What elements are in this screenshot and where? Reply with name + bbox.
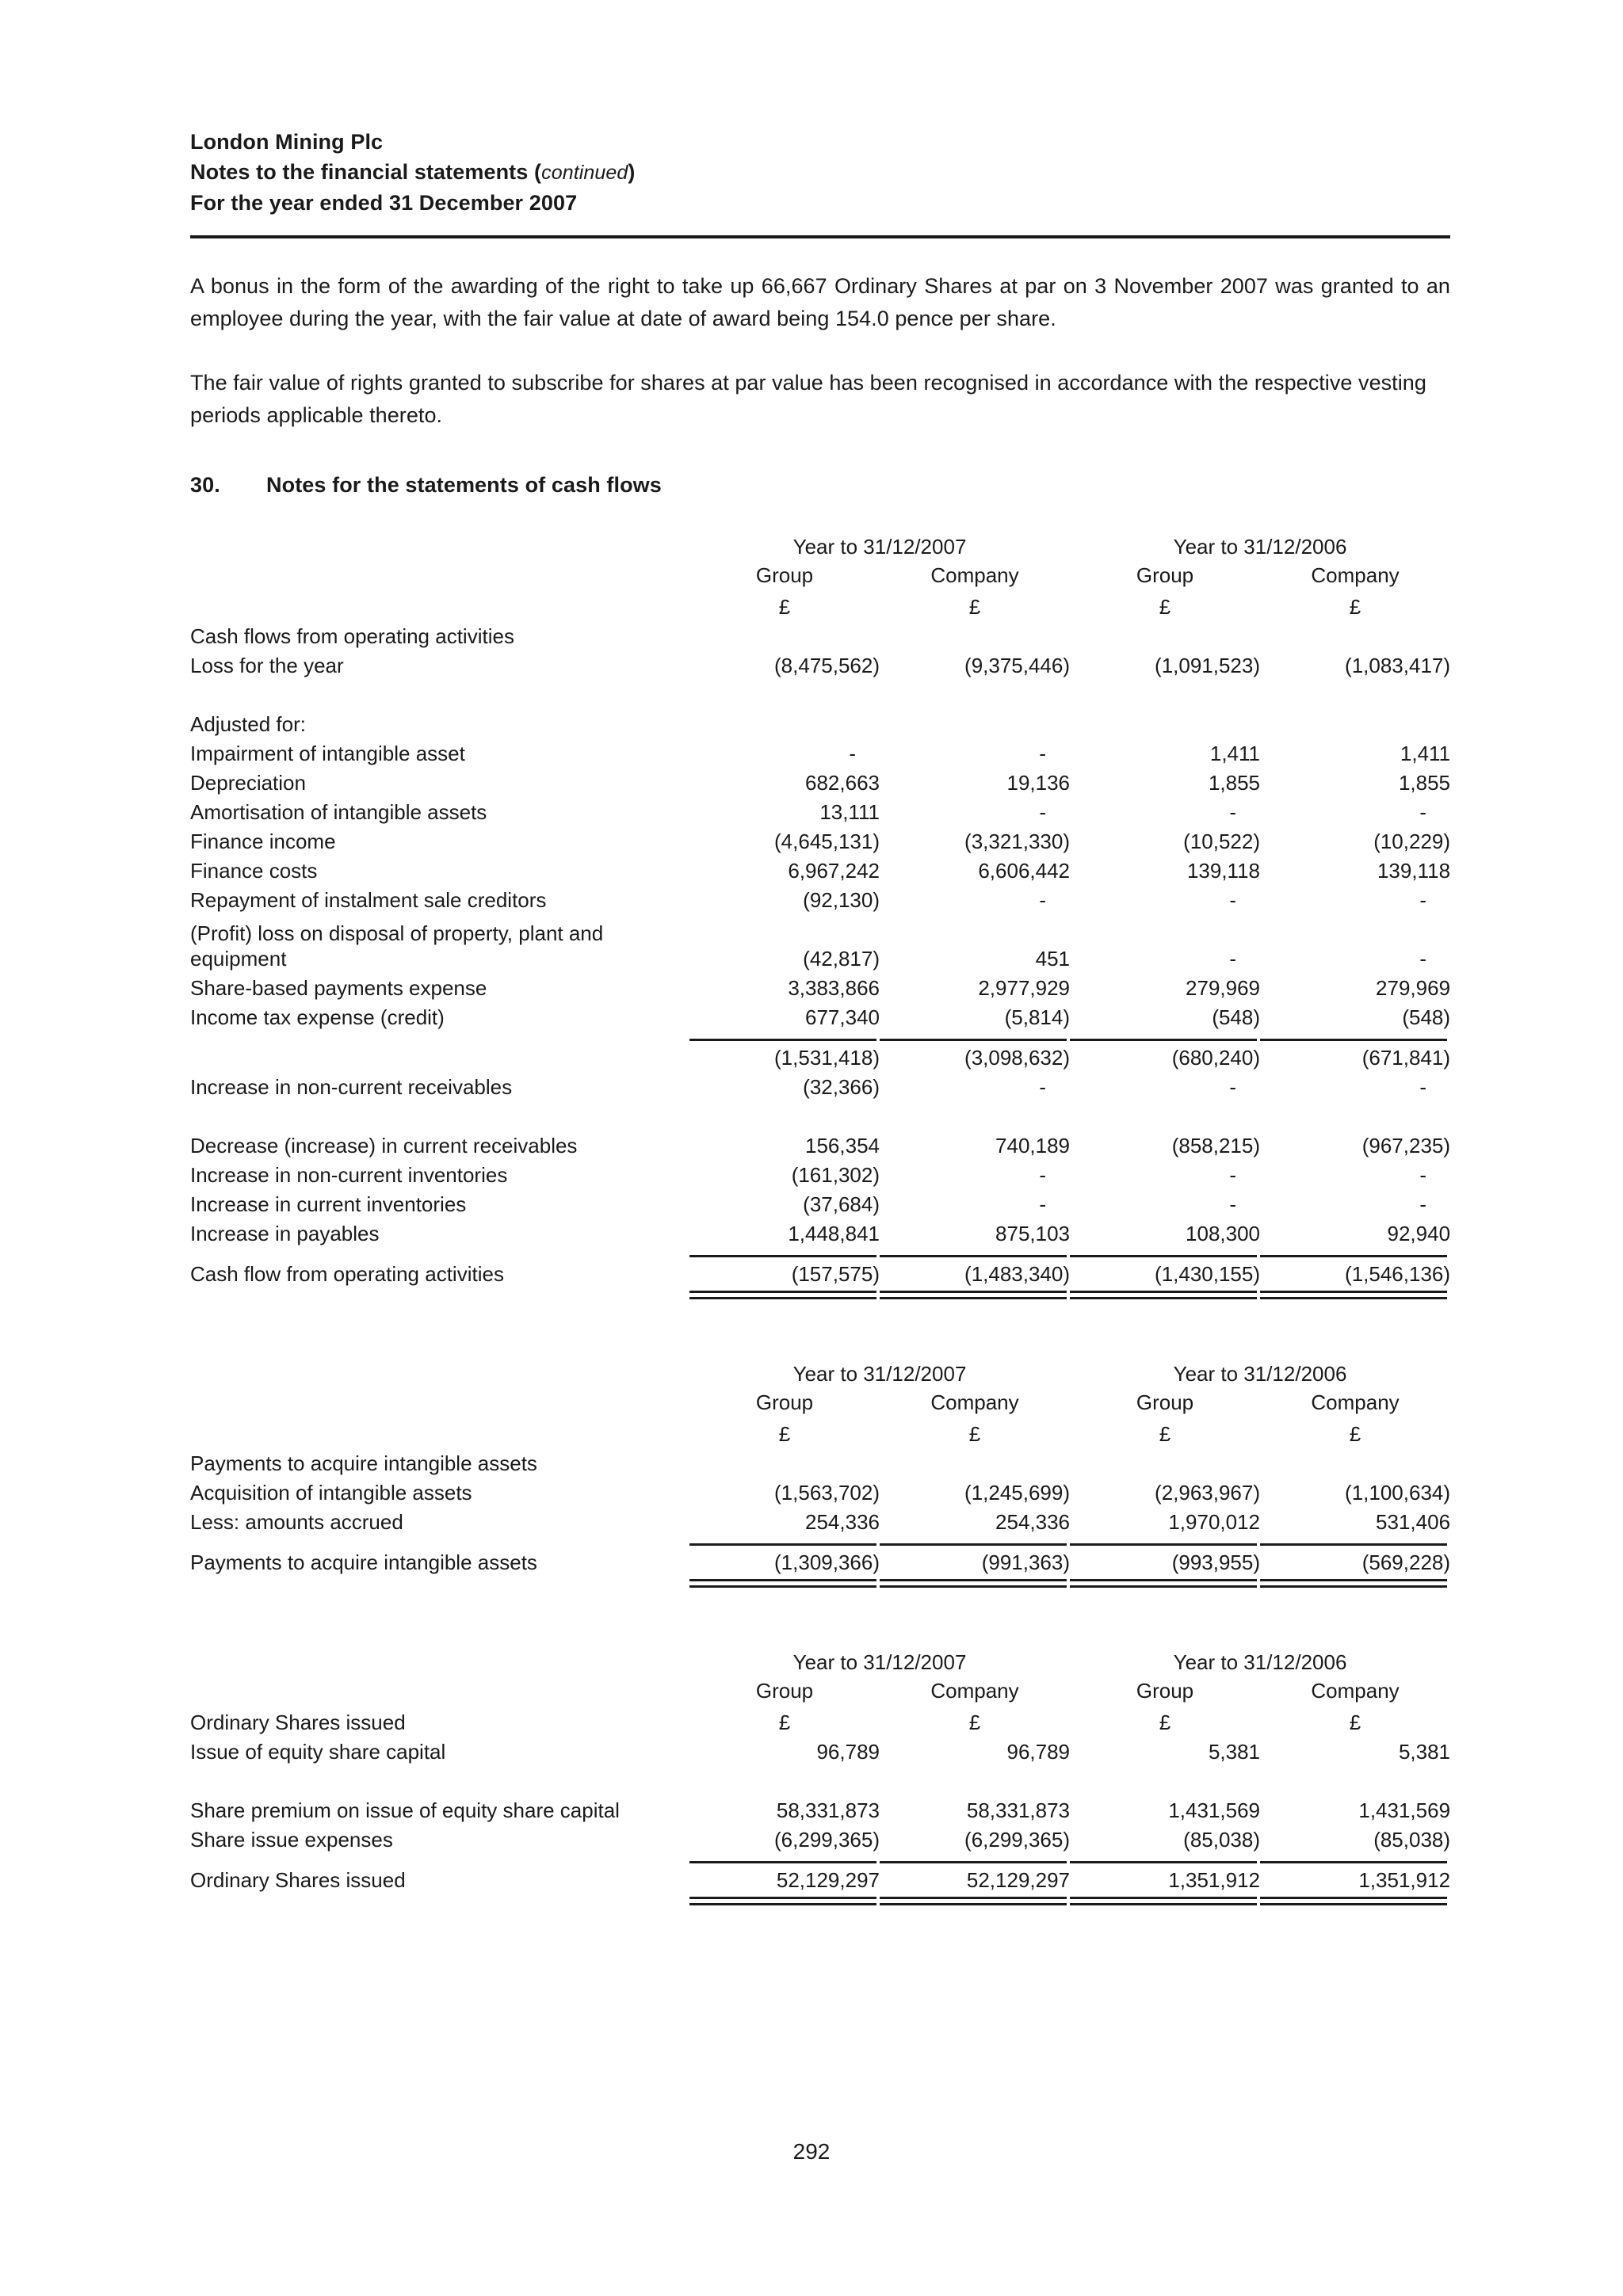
row-value: 108,300 xyxy=(1186,1222,1261,1246)
row-value: - xyxy=(849,742,856,766)
row-value: (37,684) xyxy=(803,1192,880,1217)
rule-cell xyxy=(689,1030,880,1041)
row-value: (85,038) xyxy=(1373,1828,1451,1852)
row-value: 139,118 xyxy=(1377,859,1451,883)
row-value: (6,299,365) xyxy=(964,1828,1071,1852)
row-value: - xyxy=(1229,800,1237,825)
rule-cell xyxy=(689,1246,880,1257)
rule-cell xyxy=(689,1287,880,1299)
row-label: Share premium on issue of equity share capital xyxy=(190,1798,620,1823)
empty-cell xyxy=(190,1030,689,1041)
table-row xyxy=(190,913,1450,971)
row-value: (42,817) xyxy=(803,947,880,971)
rule-cell xyxy=(880,1893,1070,1905)
col-group-2007: Group xyxy=(755,1679,814,1703)
row-value: (671,841) xyxy=(1361,1046,1451,1070)
row-label: Impairment of intangible asset xyxy=(190,742,465,766)
row-value: (569,228) xyxy=(1361,1550,1451,1575)
spacer xyxy=(190,1588,1450,1646)
row-value: (10,522) xyxy=(1183,830,1261,854)
currency-company-2007: £ xyxy=(968,1711,981,1735)
row-value: 156,354 xyxy=(805,1134,880,1158)
double-rule xyxy=(880,1897,1067,1905)
row-label: Depreciation xyxy=(190,771,306,795)
total-row xyxy=(190,1863,1450,1893)
total-double-rule-row xyxy=(190,1287,1450,1299)
row-value: 6,967,242 xyxy=(788,859,880,883)
table-row xyxy=(190,1476,1450,1505)
row-value xyxy=(689,678,880,737)
row-value: (3,098,632) xyxy=(964,1046,1071,1070)
row-value: (85,038) xyxy=(1183,1828,1261,1852)
row-label: Finance income xyxy=(190,830,336,854)
currency-company-2006: £ xyxy=(1349,1422,1361,1447)
empty-cell xyxy=(1070,1447,1260,1476)
year-2007-span: Year to 31/12/2007 xyxy=(792,1650,967,1675)
row-value: 451 xyxy=(1035,947,1071,971)
cash-flow-operating-table xyxy=(190,531,1450,1299)
col-company-2006: Company xyxy=(1311,1679,1400,1703)
row-value: (548) xyxy=(1402,1005,1451,1030)
year-2007-span: Year to 31/12/2007 xyxy=(792,535,967,559)
empty-cell xyxy=(190,1646,689,1676)
rule-cell xyxy=(1070,1030,1260,1041)
row-value: 1,411 xyxy=(1400,742,1451,766)
row-label: Ordinary Shares issued xyxy=(190,1868,406,1893)
table-row xyxy=(190,1735,1450,1764)
double-rule xyxy=(689,1291,876,1299)
row-value: (2,963,967) xyxy=(1155,1481,1261,1505)
row-label: Increase in non-current receivables xyxy=(190,1075,513,1100)
empty-cell xyxy=(190,531,689,561)
rule-cell xyxy=(1260,1893,1450,1905)
row-value: 2,977,929 xyxy=(978,976,1071,1001)
empty-cell xyxy=(1260,1447,1450,1476)
row-label: (Profit) loss on disposal of property, plant and equipment xyxy=(190,921,604,971)
row-value: 740,189 xyxy=(995,1134,1071,1158)
row-value: - xyxy=(1229,1075,1237,1100)
row-value: - xyxy=(1419,947,1427,971)
row-value: 1,351,912 xyxy=(1358,1868,1451,1893)
row-value: (1,245,699) xyxy=(964,1481,1071,1505)
rule-cell xyxy=(880,1287,1070,1299)
row-value: 58,331,873 xyxy=(966,1798,1071,1823)
row-value: 1,970,012 xyxy=(1168,1510,1261,1535)
row-label: Increase in payables xyxy=(190,1222,380,1246)
empty-cell xyxy=(880,1447,1070,1476)
empty-cell xyxy=(1260,620,1450,649)
currency-company-2006: £ xyxy=(1349,595,1361,620)
payments-intangible-assets-table xyxy=(190,1358,1450,1588)
rule-cell xyxy=(689,1535,880,1546)
col-group-2007: Group xyxy=(755,563,814,588)
year-2006-span: Year to 31/12/2006 xyxy=(1173,1362,1347,1386)
row-value: 19,136 xyxy=(1006,771,1071,795)
row-value: (1,083,417) xyxy=(1345,654,1451,678)
total-rule-row xyxy=(190,1246,1450,1257)
currency-header-row xyxy=(190,1703,1450,1735)
currency-group-2007: £ xyxy=(778,1711,791,1735)
row-value: 254,336 xyxy=(805,1510,880,1535)
rule-cell xyxy=(689,1852,880,1863)
row-value: (8,475,562) xyxy=(774,654,880,678)
row-value: (1,309,366) xyxy=(774,1550,880,1575)
row-value: (32,366) xyxy=(803,1075,880,1100)
rule-cell xyxy=(880,1575,1070,1588)
rule-cell xyxy=(880,1030,1070,1041)
row-value: (1,091,523) xyxy=(1155,654,1261,678)
table-row xyxy=(190,795,1450,825)
company-name: London Mining Plc xyxy=(190,130,384,154)
double-rule xyxy=(1260,1897,1447,1905)
row-value xyxy=(880,678,1070,737)
row-value: (1,483,340) xyxy=(964,1262,1071,1287)
row-value: 92,940 xyxy=(1387,1222,1451,1246)
row-label: Payments to acquire intangible assets xyxy=(190,1550,537,1575)
row-label: Loss for the year xyxy=(190,654,344,678)
year-header-row xyxy=(190,1646,1450,1676)
col-company-2007: Company xyxy=(930,563,1019,588)
header-rule xyxy=(190,235,1450,238)
table-row xyxy=(190,1505,1450,1535)
row-value: 682,663 xyxy=(805,771,880,795)
row-value: - xyxy=(1229,1163,1237,1188)
row-value: (9,375,446) xyxy=(964,654,1071,678)
empty-cell xyxy=(190,1852,689,1863)
rule-cell xyxy=(1070,1893,1260,1905)
ordinary-shares-issued-table xyxy=(190,1646,1450,1905)
row-label: Share issue expenses xyxy=(190,1828,393,1852)
currency-header-row xyxy=(190,588,1450,620)
document-title-text: Notes to the financial statements xyxy=(190,160,529,185)
row-value: (92,130) xyxy=(803,888,880,913)
col-company-2006: Company xyxy=(1311,563,1400,588)
row-value: 96,789 xyxy=(816,1740,880,1764)
row-value: - xyxy=(1039,888,1047,913)
col-company-2007: Company xyxy=(930,1390,1019,1415)
row-value: 875,103 xyxy=(995,1222,1071,1246)
row-label: Share-based payments expense xyxy=(190,976,487,1001)
row-value: 52,129,297 xyxy=(966,1868,1071,1893)
continued-label: continued xyxy=(541,162,628,185)
document-header xyxy=(190,127,1450,218)
row-value: - xyxy=(1419,888,1427,913)
row-value: 1,351,912 xyxy=(1168,1868,1261,1893)
section-title: Notes for the statements of cash flows xyxy=(266,473,662,498)
year-header-row xyxy=(190,1358,1450,1388)
row-value: 58,331,873 xyxy=(776,1798,880,1823)
rule-cell xyxy=(1070,1246,1260,1257)
empty-cell xyxy=(1070,620,1260,649)
double-rule xyxy=(689,1897,876,1905)
row-label: Income tax expense (credit) xyxy=(190,1005,445,1030)
paragraph-bonus: A bonus in the form of the awarding of the right to take up 66,667 Ordinary Shares at par on 3 November 2007 was granted to an employee during the year, with the fair value at date of award being 154.0 pence per share. xyxy=(190,274,1450,331)
row-value: - xyxy=(1229,1192,1237,1217)
row-label: Less: amounts accrued xyxy=(190,1510,403,1535)
row-value: 52,129,297 xyxy=(776,1868,880,1893)
currency-company-2006: £ xyxy=(1349,1711,1361,1735)
row-value: (1,546,136) xyxy=(1345,1262,1451,1287)
table-row xyxy=(190,1070,1450,1100)
row-value: - xyxy=(1039,1192,1047,1217)
empty-cell xyxy=(190,1575,689,1588)
total-double-rule-row xyxy=(190,1575,1450,1588)
row-value: 13,111 xyxy=(819,800,880,825)
row-value: (1,563,702) xyxy=(774,1481,880,1505)
row-label: Amortisation of intangible assets xyxy=(190,800,487,825)
table-row xyxy=(190,678,1450,737)
table-row xyxy=(190,737,1450,766)
table1-heading: Cash flows from operating activities xyxy=(190,624,514,649)
col-group-2006: Group xyxy=(1136,1679,1194,1703)
document-title: Notes to the financial statements (continued) xyxy=(190,160,636,185)
table-row xyxy=(190,971,1450,1001)
row-value: (10,229) xyxy=(1373,830,1451,854)
double-rule xyxy=(1070,1579,1257,1588)
row-value: 531,406 xyxy=(1376,1510,1451,1535)
row-value xyxy=(1070,678,1260,737)
row-label: Cash flow from operating activities xyxy=(190,1262,504,1287)
table-row xyxy=(190,1764,1450,1823)
row-value: - xyxy=(1039,1163,1047,1188)
row-value: 6,606,442 xyxy=(978,859,1071,883)
year-header-row xyxy=(190,531,1450,561)
empty-cell xyxy=(190,1287,689,1299)
double-rule xyxy=(1260,1291,1447,1299)
period-label: For the year ended 31 December 2007 xyxy=(190,190,578,215)
section-number: 30. xyxy=(190,473,220,498)
rule-cell xyxy=(1070,1575,1260,1588)
row-label: Increase in non-current inventories xyxy=(190,1163,508,1188)
row-value: 1,431,569 xyxy=(1168,1798,1261,1823)
page-number: 292 xyxy=(792,2139,831,2164)
row-value: 96,789 xyxy=(1006,1740,1071,1764)
rule-cell xyxy=(689,1575,880,1588)
table-row xyxy=(190,1217,1450,1246)
col-company-2007: Company xyxy=(930,1679,1019,1703)
row-value: 1,448,841 xyxy=(788,1222,880,1246)
row-value: 279,969 xyxy=(1186,976,1261,1001)
table-row xyxy=(190,1188,1450,1217)
empty-cell xyxy=(190,1893,689,1905)
empty-cell xyxy=(880,620,1070,649)
row-value: (3,321,330) xyxy=(964,830,1071,854)
row-label: Finance costs xyxy=(190,859,318,883)
currency-header-row xyxy=(190,1415,1450,1447)
empty-cell xyxy=(190,1388,689,1415)
table-row xyxy=(190,825,1450,854)
currency-group-2007: £ xyxy=(778,1422,791,1447)
rule-cell xyxy=(689,1893,880,1905)
table-row xyxy=(190,649,1450,678)
rule-cell xyxy=(1070,1852,1260,1863)
col-group-2006: Group xyxy=(1136,1390,1194,1415)
rule-cell xyxy=(1260,1852,1450,1863)
empty-cell xyxy=(190,1358,689,1388)
currency-group-2006: £ xyxy=(1159,1711,1171,1735)
col-company-2006: Company xyxy=(1311,1390,1400,1415)
row-value: - xyxy=(1039,742,1047,766)
rule-cell xyxy=(880,1246,1070,1257)
row-value: (5,814) xyxy=(1004,1005,1071,1030)
page-content xyxy=(190,127,1450,1905)
table2-heading: Payments to acquire intangible assets xyxy=(190,1451,537,1476)
total-rule-row xyxy=(190,1852,1450,1863)
row-value xyxy=(1260,678,1450,737)
row-value: 254,336 xyxy=(995,1510,1071,1535)
row-label: Issue of equity share capital xyxy=(190,1740,446,1764)
table-row xyxy=(190,1100,1450,1158)
rule-cell xyxy=(1260,1287,1450,1299)
row-value: - xyxy=(1039,1075,1047,1100)
subtotal-rule-row xyxy=(190,1030,1450,1041)
double-rule xyxy=(689,1579,876,1588)
double-rule xyxy=(880,1291,1067,1299)
currency-company-2007: £ xyxy=(968,595,981,620)
section-heading xyxy=(190,473,1450,498)
row-value: 279,969 xyxy=(1376,976,1451,1001)
row-value: (858,215) xyxy=(1171,1134,1261,1158)
row-value: (680,240) xyxy=(1171,1046,1261,1070)
row-value: 1,855 xyxy=(1398,771,1451,795)
col-group-2007: Group xyxy=(755,1390,814,1415)
year-2007-span: Year to 31/12/2007 xyxy=(792,1362,967,1386)
table-row xyxy=(190,1823,1450,1852)
row-value: - xyxy=(1229,888,1237,913)
col-group-2006: Group xyxy=(1136,563,1194,588)
row-value: - xyxy=(1229,947,1237,971)
total-double-rule-row xyxy=(190,1893,1450,1905)
paragraph-fair-value: The fair value of rights granted to subscribe for shares at par value has been recognised in accordance with the respective vesting periods applicable thereto. xyxy=(190,371,1426,428)
rule-cell xyxy=(1070,1535,1260,1546)
row-value: (967,235) xyxy=(1361,1134,1451,1158)
row-value: - xyxy=(1419,1192,1427,1217)
table-row xyxy=(190,883,1450,913)
row-value: (548) xyxy=(1212,1005,1261,1030)
empty-cell xyxy=(689,620,880,649)
entity-header-row xyxy=(190,1388,1450,1415)
currency-group-2007: £ xyxy=(778,595,791,620)
entity-header-row xyxy=(190,561,1450,588)
empty-cell xyxy=(190,1246,689,1257)
rule-cell xyxy=(1260,1246,1450,1257)
year-2006-span: Year to 31/12/2006 xyxy=(1173,535,1347,559)
row-label: Decrease (increase) in current receivables xyxy=(190,1134,578,1158)
row-label xyxy=(190,1041,689,1070)
rule-cell xyxy=(1260,1535,1450,1546)
empty-cell xyxy=(689,1447,880,1476)
row-label: Adjusted for: xyxy=(190,712,306,737)
empty-cell xyxy=(190,1676,689,1703)
table-row xyxy=(190,1158,1450,1188)
row-value: 677,340 xyxy=(805,1005,880,1030)
total-rule-row xyxy=(190,1535,1450,1546)
double-rule xyxy=(1260,1579,1447,1588)
row-value: (1,531,418) xyxy=(774,1046,880,1070)
table-row xyxy=(190,766,1450,795)
double-rule xyxy=(880,1579,1067,1588)
row-value: 1,855 xyxy=(1208,771,1261,795)
row-value: (4,645,131) xyxy=(774,830,880,854)
currency-group-2006: £ xyxy=(1159,1422,1171,1447)
row-label: Acquisition of intangible assets xyxy=(190,1481,472,1505)
rule-cell xyxy=(1260,1575,1450,1588)
row-value: 139,118 xyxy=(1186,859,1261,883)
row-value: (993,955) xyxy=(1171,1550,1261,1575)
double-rule xyxy=(1070,1291,1257,1299)
subtotal-row xyxy=(190,1041,1450,1070)
table-row xyxy=(190,854,1450,883)
currency-company-2007: £ xyxy=(968,1422,981,1447)
empty-cell xyxy=(190,1535,689,1546)
entity-header-row xyxy=(190,1676,1450,1703)
row-value: (157,575) xyxy=(791,1262,880,1287)
row-value: - xyxy=(1419,1075,1427,1100)
year-2006-span: Year to 31/12/2006 xyxy=(1173,1650,1347,1675)
table3-heading: Ordinary Shares issued xyxy=(190,1711,406,1735)
row-value: (1,430,155) xyxy=(1155,1262,1261,1287)
row-value: (991,363) xyxy=(981,1550,1071,1575)
total-row xyxy=(190,1257,1450,1287)
currency-group-2006: £ xyxy=(1159,595,1171,620)
rule-cell xyxy=(880,1535,1070,1546)
row-value: - xyxy=(1419,800,1427,825)
spacer xyxy=(190,498,1450,531)
row-value: (6,299,365) xyxy=(774,1828,880,1852)
row-value: - xyxy=(1419,1163,1427,1188)
row-value: 5,381 xyxy=(1398,1740,1451,1764)
row-label: Repayment of instalment sale creditors xyxy=(190,888,547,913)
row-value: 1,411 xyxy=(1209,742,1261,766)
row-value: - xyxy=(1039,800,1047,825)
row-value: 1,431,569 xyxy=(1358,1798,1451,1823)
row-value: (1,100,634) xyxy=(1345,1481,1451,1505)
empty-cell xyxy=(190,561,689,588)
rule-cell xyxy=(1070,1287,1260,1299)
spacer xyxy=(190,1299,1450,1358)
total-row xyxy=(190,1546,1450,1575)
rule-cell xyxy=(1260,1030,1450,1041)
row-value: 5,381 xyxy=(1208,1740,1261,1764)
table-row xyxy=(190,1001,1450,1030)
rule-cell xyxy=(880,1852,1070,1863)
row-value: (161,302) xyxy=(791,1163,880,1188)
row-value: 3,383,866 xyxy=(788,976,880,1001)
row-label: Increase in current inventories xyxy=(190,1192,467,1217)
double-rule xyxy=(1070,1897,1257,1905)
